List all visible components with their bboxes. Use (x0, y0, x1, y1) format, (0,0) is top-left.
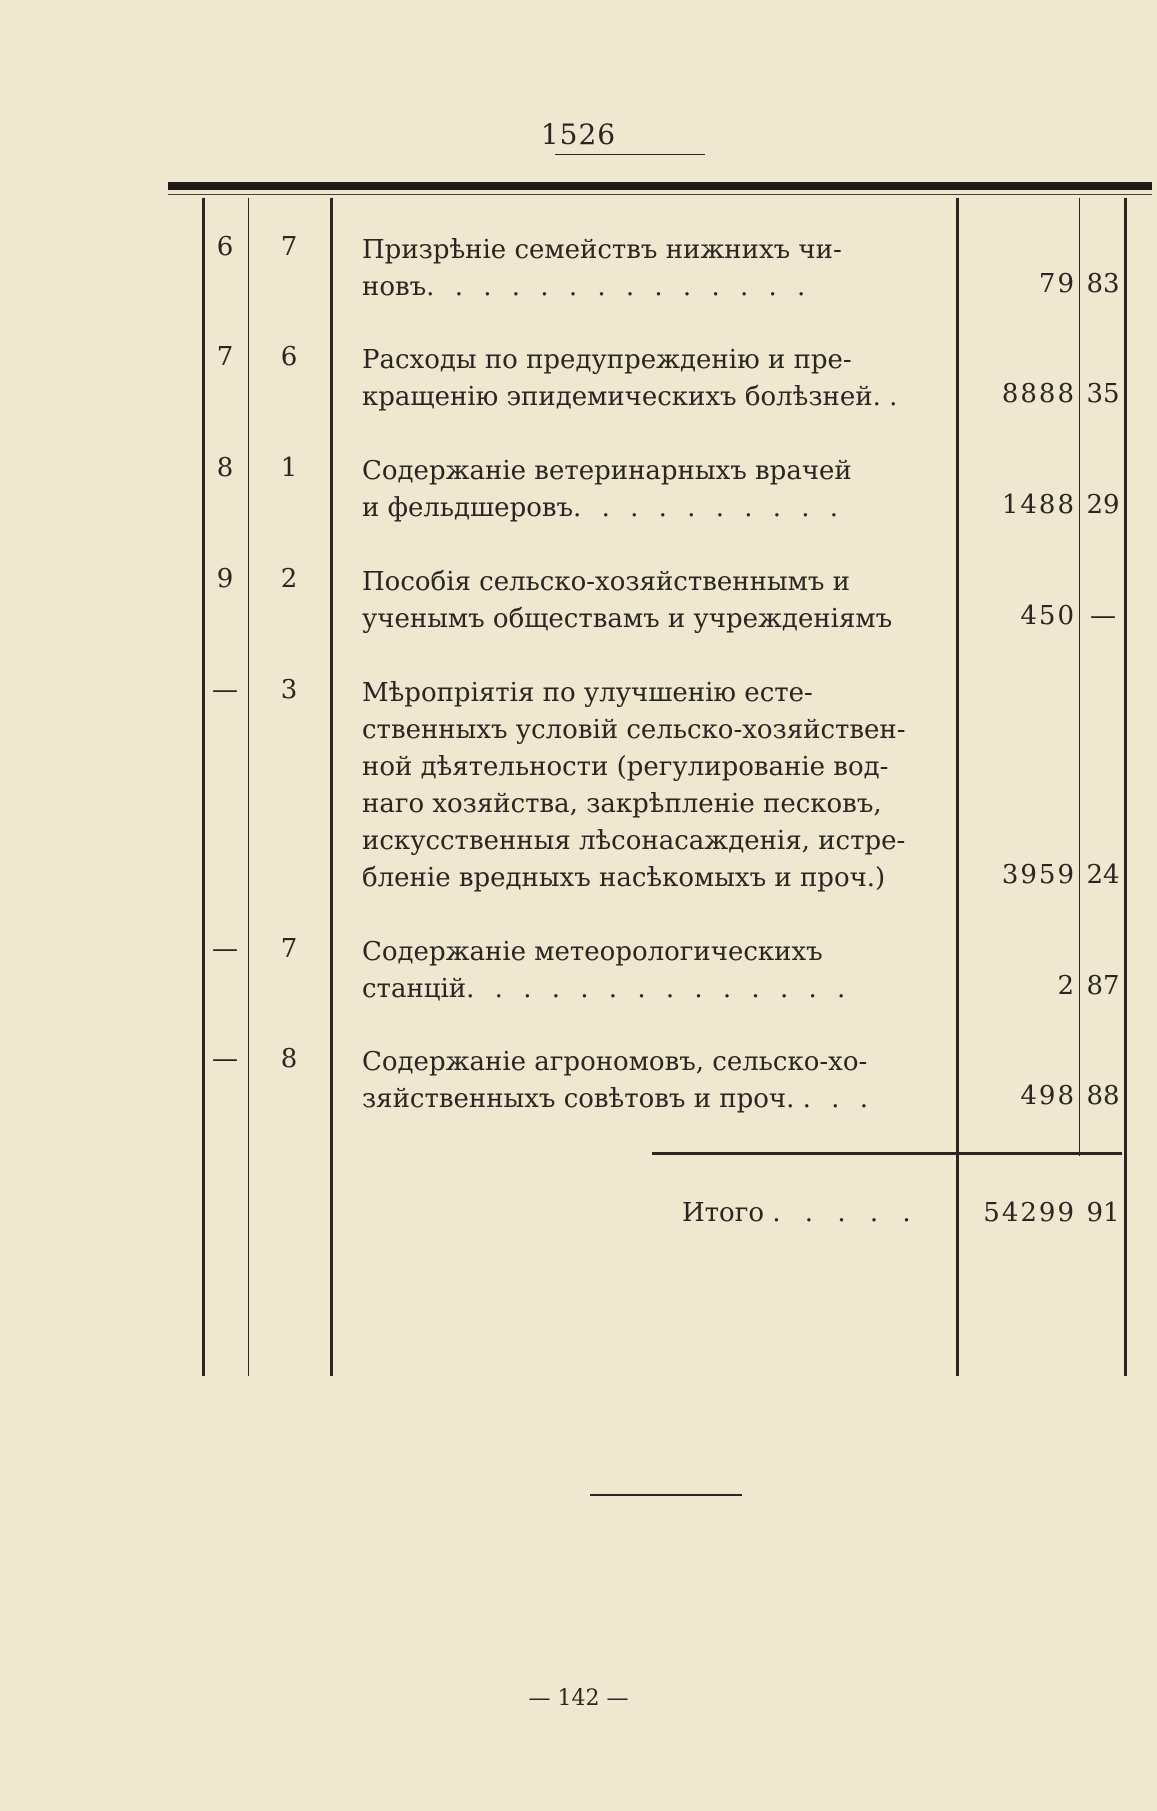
amount-kopecks: 29 (1086, 490, 1120, 520)
column-divider (1079, 198, 1080, 1156)
column-divider (330, 198, 333, 1376)
amount-rubles: 8888 (1001, 379, 1076, 409)
item-description: Содержаніе метеорологическихъ станцій. . . . . . . . . . . . . . (362, 937, 852, 1004)
item-description: Мѣропріятія по улучшенію есте- ственныхъ условій сельско-хозяйствен- ной дѣятельности (регулированіе вод- наго хозяйства, закрѣпленіе песковъ, искусственныя лѣсонасажденія, истре- бленіе вредныхъ насѣкомыхъ и проч.) (362, 678, 906, 893)
amount-rubles: 3959 (1001, 860, 1076, 890)
item-description: Расходы по предупрежденію и пре- кращенію эпидемическихъ болѣзней. . (362, 345, 904, 412)
amount-kopecks: 35 (1086, 379, 1120, 409)
sum-rule (652, 1152, 1122, 1155)
total-label: Итого . . . . . (682, 1198, 919, 1228)
table-top-rule (168, 182, 1152, 190)
article-number: 6 (280, 342, 298, 372)
item-description: Призрѣніе семействъ нижнихъ чи- новъ. . . . . . . . . . . . . . (362, 235, 842, 302)
article-number: 7 (280, 934, 298, 964)
section-number: — (212, 675, 238, 705)
page-number: 1526 (540, 118, 617, 151)
amount-rubles: 498 (1020, 1081, 1076, 1111)
amount-kopecks: 87 (1086, 971, 1120, 1001)
column-divider (202, 198, 205, 1376)
total-kopecks: 91 (1086, 1198, 1120, 1228)
article-number: 3 (280, 675, 298, 705)
amount-rubles: 450 (1020, 601, 1076, 631)
amount-kopecks: 88 (1086, 1081, 1120, 1111)
section-number: — (212, 1044, 238, 1074)
article-number: 2 (280, 564, 298, 594)
column-divider (248, 198, 249, 1376)
section-number: 9 (216, 564, 234, 594)
section-number: — (212, 934, 238, 964)
item-description: Содержаніе агрономовъ, сельско-хо- зяйственныхъ совѣтовъ и проч. . . . (362, 1047, 874, 1114)
total-rubles: 54299 (983, 1198, 1076, 1228)
section-number: 6 (216, 232, 234, 262)
page-number-underline (555, 154, 705, 155)
amount-rubles: 2 (1057, 971, 1076, 1001)
footer-page-number: — 142 — (528, 1686, 629, 1711)
section-end-rule (590, 1494, 742, 1496)
section-number: 7 (216, 342, 234, 372)
amount-kopecks: 83 (1086, 269, 1120, 299)
amount-rubles: 1488 (1001, 490, 1076, 520)
item-description: Пособія сельско-хозяйственнымъ и ученымъ обществамъ и учрежденіямъ (362, 567, 893, 634)
column-divider (956, 198, 959, 1376)
section-number: 8 (216, 453, 234, 483)
table-top-rule-thin (168, 194, 1152, 195)
item-description: Содержаніе ветеринарныхъ врачей и фельдшеровъ. . . . . . . . . . (362, 456, 852, 523)
article-number: 8 (280, 1044, 298, 1074)
amount-rubles: 79 (1038, 269, 1076, 299)
column-divider (1124, 198, 1127, 1376)
article-number: 1 (280, 453, 298, 483)
amount-kopecks: — (1090, 601, 1116, 631)
article-number: 7 (280, 232, 298, 262)
amount-kopecks: 24 (1086, 860, 1120, 890)
